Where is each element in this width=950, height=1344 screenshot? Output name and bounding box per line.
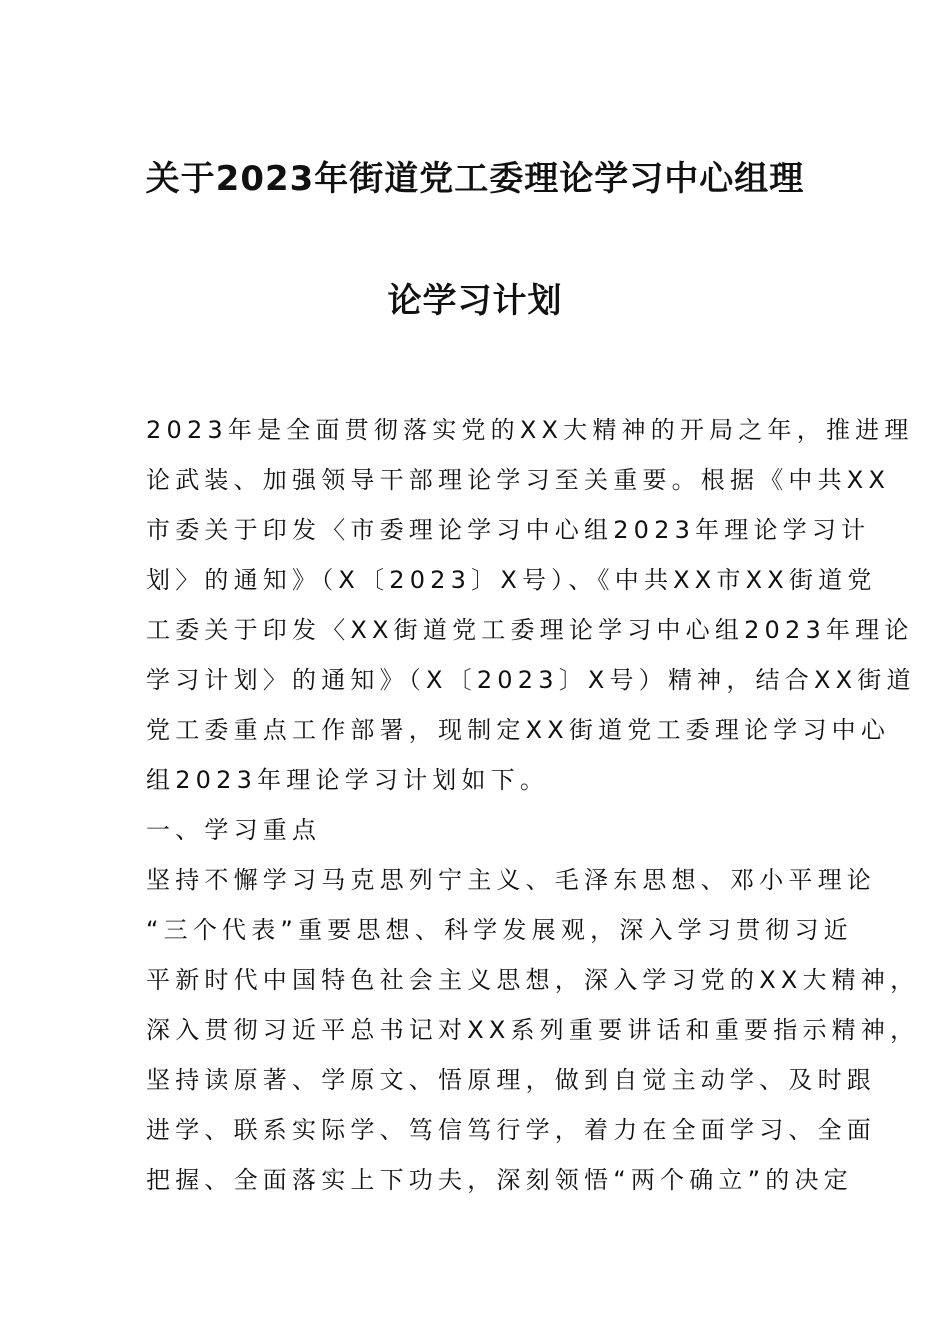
- body-line-11: “三个代表”重要思想、科学发展观，深入学习贯彻习近: [146, 916, 853, 944]
- body-line-2: 论武装、加强领导干部理论学习至关重要。根据《中共XX: [146, 466, 891, 494]
- document-title-line-1: 关于2023年街道党工委理论学习中心组理: [145, 159, 805, 199]
- body-line-15: 进学、联系实际学、笃信笃行学，着力在全面学习、全面: [146, 1116, 876, 1144]
- document-title-line-2: 论学习计划: [387, 281, 563, 321]
- body-line-4: 划〉的通知》（X〔2023〕X号）、《中共XX市XX街道党: [146, 566, 877, 594]
- body-line-14: 坚持读原著、学原文、悟原理，做到自觉主动学、及时跟: [146, 1066, 876, 1094]
- body-line-3: 市委关于印发〈市委理论学习中心组2023年理论学习计: [146, 516, 871, 544]
- body-line-10: 坚持不懈学习马克思列宁主义、毛泽东思想、邓小平理论: [146, 866, 876, 894]
- body-line-5: 工委关于印发〈XX街道党工委理论学习中心组2023年理论: [146, 616, 914, 644]
- body-line-13: 深入贯彻习近平总书记对XX系列重要讲话和重要指示精神，: [146, 1016, 920, 1044]
- body-line-1: 2023年是全面贯彻落实党的XX大精神的开局之年，推进理: [146, 416, 914, 444]
- body-line-8: 组2023年理论学习计划如下。: [146, 766, 550, 794]
- body-line-12: 平新时代中国特色社会主义思想，深入学习党的XX大精神，: [146, 966, 920, 994]
- section-heading: 一、学习重点: [146, 816, 322, 844]
- body-line-6: 学习计划〉的通知》（X〔2023〕X号）精神，结合XX街道: [146, 666, 916, 694]
- body-line-16: 把握、全面落实上下功夫，深刻领悟“两个确立”的决定: [146, 1166, 853, 1194]
- body-line-7: 党工委重点工作部署，现制定XX街道党工委理论学习中心: [146, 716, 891, 744]
